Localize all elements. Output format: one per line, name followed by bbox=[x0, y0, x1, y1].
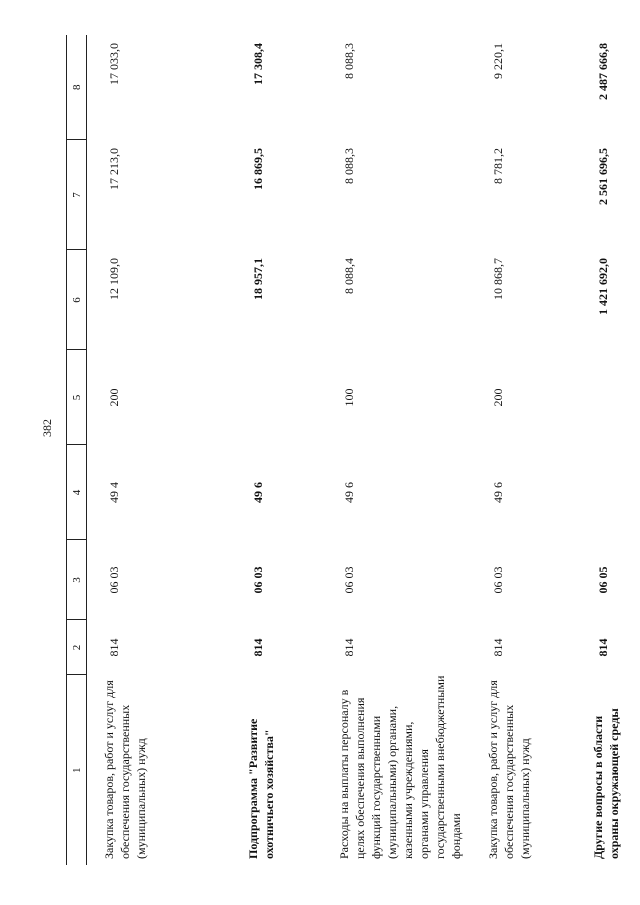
row-name: Закупка товаров, работ и услуг для обеспечения государственных (муниципальных) нужд bbox=[102, 680, 148, 859]
cell-amount-col6: 1 421 692,0 bbox=[596, 258, 610, 315]
col-header-7: 7 bbox=[67, 140, 87, 250]
col-header-3: 3 bbox=[67, 540, 87, 620]
row-name: Подпрограмма "Развитие охотничьего хозяйства" bbox=[246, 718, 276, 859]
cell-amount-col7: 17 213,0 bbox=[107, 148, 121, 190]
cell-expense-type: 200 bbox=[491, 388, 505, 407]
table-row bbox=[576, 35, 640, 865]
row-name: Расходы на выплаты персоналу в целях обеспечения выполнения функций государственными (муниципальными) органами, казенными учреждениями, органами управления государственными внебюджетными фондами bbox=[337, 675, 463, 859]
cell-ministry-code: 814 bbox=[342, 638, 356, 657]
col-header-6: 6 bbox=[67, 250, 87, 350]
cell-amount-col7: 16 869,5 bbox=[251, 148, 265, 190]
cell-target-code: 49 6 bbox=[251, 482, 265, 503]
page-number: 382 bbox=[40, 419, 54, 437]
cell-expense-type: 100 bbox=[342, 388, 356, 407]
col-header-2: 2 bbox=[67, 620, 87, 675]
cell-section-code: 06 03 bbox=[342, 566, 356, 594]
cell-amount-col7: 2 561 696,5 bbox=[596, 148, 610, 205]
cell-target-code: 49 6 bbox=[491, 482, 505, 503]
cell-amount-col8: 8 088,3 bbox=[342, 43, 356, 79]
cell-expense-type bbox=[231, 350, 322, 445]
cell-amount-col7: 8 781,2 bbox=[491, 148, 505, 184]
row-name: Закупка товаров, работ и услуг для обеспечения государственных (муниципальных) нужд bbox=[486, 680, 532, 859]
cell-section-code: 06 03 bbox=[251, 566, 265, 594]
budget-table-rotated bbox=[66, 35, 621, 865]
cell-amount-col8: 9 220,1 bbox=[491, 43, 505, 79]
cell-target-code: 49 4 bbox=[107, 482, 121, 503]
cell-amount-col6: 10 868,7 bbox=[491, 258, 505, 300]
cell-section-code: 06 05 bbox=[596, 566, 610, 594]
cell-ministry-code: 814 bbox=[596, 638, 610, 657]
cell-amount-col6: 8 088,4 bbox=[342, 258, 356, 294]
table-row bbox=[471, 35, 576, 865]
budget-table bbox=[66, 35, 640, 865]
table-row bbox=[322, 35, 471, 865]
cell-target-code bbox=[576, 445, 640, 540]
cell-amount-col7: 8 088,3 bbox=[342, 148, 356, 184]
col-header-8: 8 bbox=[67, 35, 87, 140]
table-row bbox=[231, 35, 322, 865]
cell-amount-col8: 17 308,4 bbox=[251, 43, 265, 85]
cell-expense-type: 200 bbox=[107, 388, 121, 407]
header-row bbox=[67, 35, 87, 865]
cell-ministry-code: 814 bbox=[251, 638, 265, 657]
cell-amount-col6: 18 957,1 bbox=[251, 258, 265, 300]
cell-amount-col8: 2 487 666,8 bbox=[596, 43, 610, 100]
col-header-5: 5 bbox=[67, 350, 87, 445]
cell-ministry-code: 814 bbox=[107, 638, 121, 657]
cell-amount-col8: 17 033,0 bbox=[107, 43, 121, 85]
cell-amount-col6: 12 109,0 bbox=[107, 258, 121, 300]
cell-target-code: 49 6 bbox=[342, 482, 356, 503]
cell-expense-type bbox=[576, 350, 640, 445]
table-row bbox=[87, 35, 232, 865]
cell-section-code: 06 03 bbox=[491, 566, 505, 594]
col-header-1: 1 bbox=[67, 675, 87, 865]
row-name: Другие вопросы в области охраны окружающей среды bbox=[591, 708, 621, 859]
cell-section-code: 06 03 bbox=[107, 566, 121, 594]
cell-ministry-code: 814 bbox=[491, 638, 505, 657]
col-header-4: 4 bbox=[67, 445, 87, 540]
